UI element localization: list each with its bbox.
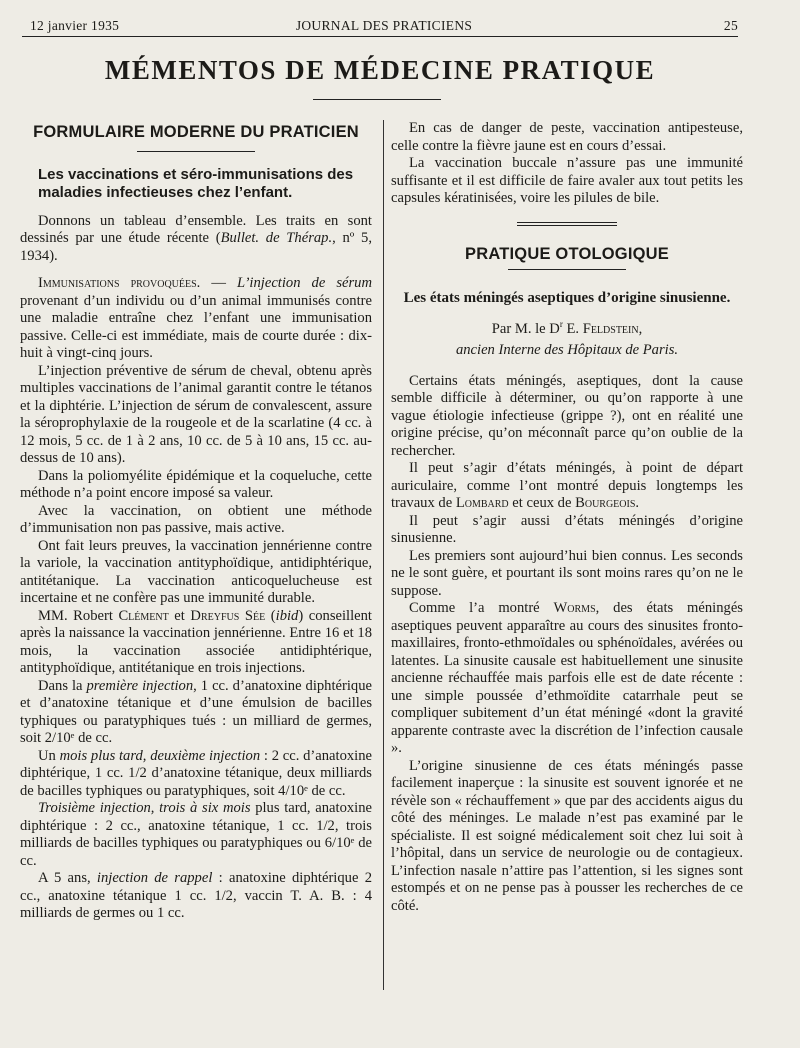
intro-text: Donnons un tableau d’ensemble. Les traits en sont dessinés par une étude récente ( <box>20 212 372 246</box>
certains-paragraph: Certains états méningés, aseptiques, dont la cause semble difficile à déterminer, ou qu’on rapporte à une vague étiologie infectieuse (grippe ?), ont en réalité une origine précise, qu’on méconnaît parce qu’on oublie de la rechercher. <box>391 372 743 459</box>
ibid: ibid <box>275 607 299 624</box>
mm-text-end: ) conseillent après la naissance la vaccination jennérienne. Entre 16 et 18 mois, la vaccination associée antidiphtérique, antityphoïdique, antitétanique en trois injections. <box>20 607 372 676</box>
title-underline <box>313 99 441 100</box>
third-injection-paragraph <box>20 800 372 870</box>
buccale-paragraph: La vaccination buccale n’assure pas une immunité suffisante et il est difficile de faire avaler aux tout petits les capsules kératinisées, voire les pilules de bile. <box>391 155 743 206</box>
rappel-text-end: : anatoxine diphtérique 2 cc., anatoxine tétanique 1 cc. 1/2, vaccin T. A. B. : 4 milliards de germes ou 1 cc. <box>20 870 372 921</box>
immunisations-paragraph <box>20 275 372 363</box>
second-text: Un <box>38 747 60 764</box>
issue-date: 12 janvier 1935 <box>30 18 120 33</box>
worms-text-end: , des états méningés aseptiques peuvent apparaître au cours des sinusites fronto-maxillaires, fronto-ethmoïdales ou sphénoïdales, avérées ou latentes. La sinusite causale est habituellement une sinusite ancienne réchauffée mais parfois elle est de date récente : une simple poussée d’ethmoïdite catarrhale peut se compliquer subitement d’un état méningé «dont la gravité apparente contraste avec la discrétion de l’infection causale ». <box>391 600 743 757</box>
author-feldstein: E. Feldstein, <box>562 320 643 337</box>
auriculaire-end: . <box>635 495 640 512</box>
rappel-paragraph <box>20 870 372 923</box>
first-text-end: , 1 cc. d’anatoxine diphtérique et d’anatoxine tétanique et d’une émulsion de bacilles typhiques ou paratyphiques tués : un milliard de germes, soit 2/10ᵉ de cc. <box>20 677 372 746</box>
mm-paren: ( <box>265 607 276 624</box>
second-injection-paragraph <box>20 748 372 801</box>
author-role: ancien Interne des Hôpitaux de Paris. <box>455 341 679 358</box>
intro-paragraph <box>20 213 372 266</box>
sinusienne-paragraph: Il peut s’agir aussi d’états méningés d’origine sinusienne. <box>391 512 743 547</box>
left-column <box>20 120 372 923</box>
header-rule <box>22 36 738 37</box>
section-separator <box>517 222 617 226</box>
rappel-text: A 5 ans, <box>38 870 97 886</box>
page-number: 25 <box>723 18 738 33</box>
auriculaire-and: et ceux de <box>508 495 576 512</box>
first-injection-paragraph <box>20 678 372 748</box>
journal-name: JOURNAL DES PRATICIENS <box>295 18 473 33</box>
mm-paragraph <box>20 608 372 678</box>
second-italic: mois plus tard, deuxième injection <box>59 747 261 764</box>
auriculaire-text: Il peut s’agir d’états méningés, à point de départ auriculaire, comme l’ont montré depuis longtemps les travaux de <box>391 460 743 512</box>
author-clement: Clément <box>118 607 169 624</box>
author-worms: Worms <box>553 600 596 617</box>
mm-and: et <box>168 607 191 624</box>
immunisations-text: provenant d’un individu ou d’un animal immunisés contre une maladie entraîne chez l’enfant une immunisation passive. Celle-ci est immédiate, mais de courte durée : dix-huit à vingt-cinq jours. <box>20 292 372 361</box>
page-title: MÉMENTOS DE MÉDECINE PRATIQUE <box>104 55 656 85</box>
third-text-end: plus tard, anatoxine diphtérique : 2 cc., anatoxine tétanique, 1 cc. 1/2, trois milliards de bacilles typhiques ou paratyphiques ou 6/10ᵉ de cc. <box>20 800 372 869</box>
second-text-end: : 2 cc. d’anatoxine diphtérique, 1 cc. 1/2 d’anatoxine tétanique, deux milliards de bacilles typhiques ou paratyphiques, soit 4/10ᵉ de cc. <box>20 747 372 799</box>
section-rule-otologique <box>508 269 626 270</box>
rappel-italic: injection de rappel <box>96 870 213 886</box>
author-bourgeois: Bourgeois <box>575 495 636 512</box>
intro-text-end: , nº 5, 1934). <box>20 230 372 264</box>
author-lombard: Lombard <box>455 495 509 512</box>
dash: — <box>200 275 237 291</box>
preventive-paragraph: L’injection préventive de sérum de cheval, obtenu après multiples vaccinations de l’animal garantit contre le tétanos et la diphtérie. L’injection de sérum de convalescent, assure la séroprophylaxie de la rougeole et de la scarlatine (4 cc. à 12 mois, 5 cc. de 1 à 2 ans, 10 cc. de 5 à 10 ans, 15 cc. au-dessus de 10 ans). <box>20 362 372 466</box>
byline-sup: r <box>559 319 563 329</box>
section-title-formulaire: FORMULAIRE MODERNE DU PRATICIEN <box>33 123 359 141</box>
vaccination-paragraph: Avec la vaccination, on obtient une méthode d’immunisation non pas passive, mais active. <box>20 502 372 536</box>
worms-text: Comme l’a montré <box>409 600 554 617</box>
byline <box>391 314 743 340</box>
worms-paragraph <box>391 600 743 758</box>
peste-paragraph: En cas de danger de peste, vaccination antipesteuse, celle contre la fièvre jaune est en cours d’essai. <box>391 120 743 154</box>
first-italic: première injection <box>86 677 194 694</box>
auriculaire-paragraph <box>391 460 743 513</box>
section-rule <box>137 151 255 152</box>
immunisations-italic: L’injection de sérum <box>237 275 373 291</box>
article-title-vaccinations: Les vaccinations et séro-immunisations des maladies infectieuses chez l’enfant. <box>38 165 354 201</box>
intro-reference: Bullet. de Thérap. <box>220 230 333 246</box>
third-italic: Troisième injection, trois à six mois <box>38 800 251 816</box>
section-title-otologique: PRATIQUE OTOLOGIQUE <box>465 244 669 263</box>
preuves-paragraph: Ont fait leurs preuves, la vaccination jennérienne contre la variole, la vaccination antityphoïdique, antidiphtérique, antitétanique. La vaccination anticoquelucheuse est incertaine et ne confère pas une immunité durable. <box>20 537 372 606</box>
author-dreyfus-see: Dreyfus Sée <box>190 607 266 624</box>
article-title-etats-meninges: Les états méningés aseptiques d’origine sinusienne. <box>403 290 731 306</box>
first-text: Dans la <box>38 677 87 694</box>
running-header <box>30 14 738 36</box>
premiers-paragraph: Les premiers sont aujourd’hui bien connus. Les seconds ne le sont guère, et pourtant ils sont moins rares qu’on ne le suppose. <box>391 547 743 599</box>
column-divider <box>383 120 384 990</box>
immunisations-heading: Immunisations provoquées. <box>38 275 201 291</box>
mm-text: MM. Robert <box>38 607 119 624</box>
right-column <box>391 120 743 915</box>
origine-paragraph: L’origine sinusienne de ces états méningés passe facilement inaperçue : la sinusite est souvent ignorée et ne révèle son « réchauffement » que par des accidents aigus du côté des méninges. Le malade n’est pas examiné par le spécialiste. Il est soigné médicalement soit chez lui soit à l’hôpital, dans un service de neurologie ou de contagieux. L’infection nasale n’attire pas l’attention, si les signes sont estompés et on ne pense pas à pousser les recherches de ce côté. <box>391 757 743 914</box>
polio-paragraph: Dans la poliomyélite épidémique et la coqueluche, cette méthode n’a point encore imposé sa valeur. <box>20 467 372 501</box>
byline-prefix: Par M. le D <box>491 320 560 337</box>
